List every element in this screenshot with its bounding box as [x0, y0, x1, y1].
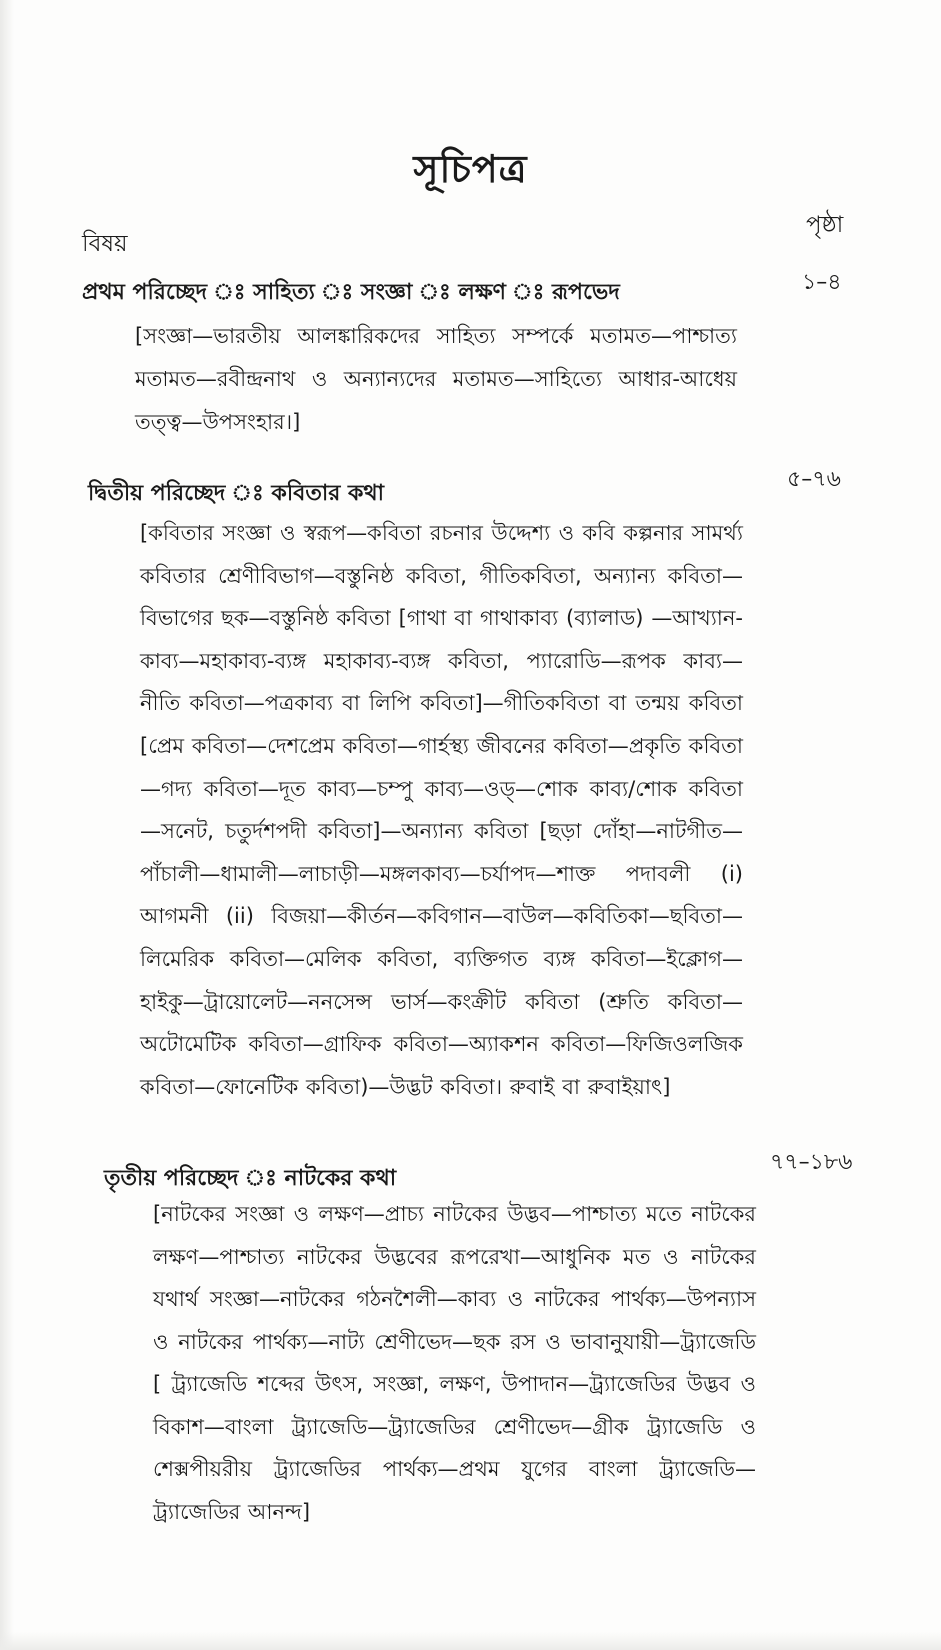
chapter-heading: প্রথম পরিচ্ছেদ ঃ সাহিত্য ঃ সংজ্ঞা ঃ লক্ষণ ঃ রূপভেদ	[82, 280, 620, 305]
subject-column-label: বিষয়	[82, 231, 128, 257]
page-title: সূচিপত্র	[413, 147, 528, 191]
chapter-contents: [কবিতার সংজ্ঞা ও স্বরূপ—কবিতা রচনার উদ্দেশ্য ও কবি কল্পনার সামর্থ্য কবিতার শ্রেণীবিভাগ—বস্তুনিষ্ঠ কবিতা, গীতিকবিতা, অন্যান্য কবিতা—বিভাগের ছক—বস্তুনিষ্ঠ কবিতা [গাথা বা গাথাকাব্য (ব্যালাড) —আখ্যান-কাব্য—মহাকাব্য-ব্যঙ্গ মহাকাব্য-ব্যঙ্গ কবিতা, প্যারোডি—রূপক কাব্য—নীতি কবিতা—পত্রকাব্য বা লিপি কবিতা]—গীতিকবিতা বা তন্ময় কবিতা [প্রেম কবিতা—দেশপ্রেম কবিতা—গার্হস্থ্য জীবনের কবিতা—প্রকৃতি কবিতা—গদ্য কবিতা—দূত কাব্য—চম্পু কাব্য—ওড্—শোক কাব্য/শোক কবিতা—সনেট, চতুর্দশপদী কবিতা]—অন্যান্য কবিতা [ছড়া দোঁহা—নাটগীত—পাঁচালী—ধামালী—লাচাড়ী—মঙ্গলকাব্য—চর্যাপদ—শাক্ত পদাবলী (i) আগমনী (ii) বিজয়া—কীর্তন—কবিগান—বাউল—কবিতিকা—ছবিতা—লিমেরিক কবিতা—মেলিক কবিতা, ব্যক্তিগত ব্যঙ্গ কবিতা—ইক্লোগ—হাইকু—ট্রায়োলেট—ননসেন্স ভার্স—কংক্রীট কবিতা (শ্রুতি কবিতা—অটোমেটিক কবিতা—গ্রাফিক কবিতা—অ্যাকশন কবিতা—ফিজিওলজিক কবিতা—ফোনেটিক কবিতা)—উদ্ভট কবিতা। রুবাই বা রুবাইয়াৎ]	[140, 521, 743, 1099]
page-gutter-shadow	[0, 0, 14, 1650]
chapter-page-range: ৭৭–১৮৬	[770, 1150, 853, 1175]
chapter-heading: তৃতীয় পরিচ্ছেদ ঃ নাটকের কথা	[104, 1166, 397, 1191]
chapter-contents: [সংজ্ঞা—ভারতীয় আলঙ্কারিকদের সাহিত্য সম্পর্কে মতামত—পাশ্চাত্য মতামত—রবীন্দ্রনাথ ও অন্যান্যদের মতামত—সাহিত্যে আধার-আধেয় তত্ত্ব—উপসংহার।]	[135, 324, 737, 434]
chapter-heading: দ্বিতীয় পরিচ্ছেদ ঃ কবিতার কথা	[88, 481, 385, 506]
page-bottom-edge	[0, 1632, 941, 1650]
page-column-label: পৃষ্ঠা	[806, 212, 844, 238]
chapter-page-range: ৫–৭৬	[787, 467, 841, 492]
chapter-page-range: ১–৪	[802, 270, 842, 295]
chapter-contents: [নাটকের সংজ্ঞা ও লক্ষণ—প্রাচ্য নাটকের উদ্ভব—পাশ্চাত্য মতে নাটকের লক্ষণ—পাশ্চাত্য নাটকের উদ্ভবের রূপরেখা—আধুনিক মত ও নাটকের যথার্থ সংজ্ঞা—নাটকের গঠনশৈলী—কাব্য ও নাটকের পার্থক্য—উপন্যাস ও নাটকের পার্থক্য—নাট্য শ্রেণীভেদ—ছক রস ও ভাবানুযায়ী—ট্র্যাজেডি [ ট্র্যাজেডি শব্দের উৎস, সংজ্ঞা, লক্ষণ, উপাদান—ট্র্যাজেডির উদ্ভব ও বিকাশ—বাংলা ট্র্যাজেডি—ট্র্যাজেডির শ্রেণীভেদ—গ্রীক ট্র্যাজেডি ও শেক্সপীয়রীয় ট্র্যাজেডির পার্থক্য—প্রথম যুগের বাংলা ট্র্যাজেডি—ট্র্যাজেডির আনন্দ]	[153, 1202, 756, 1524]
